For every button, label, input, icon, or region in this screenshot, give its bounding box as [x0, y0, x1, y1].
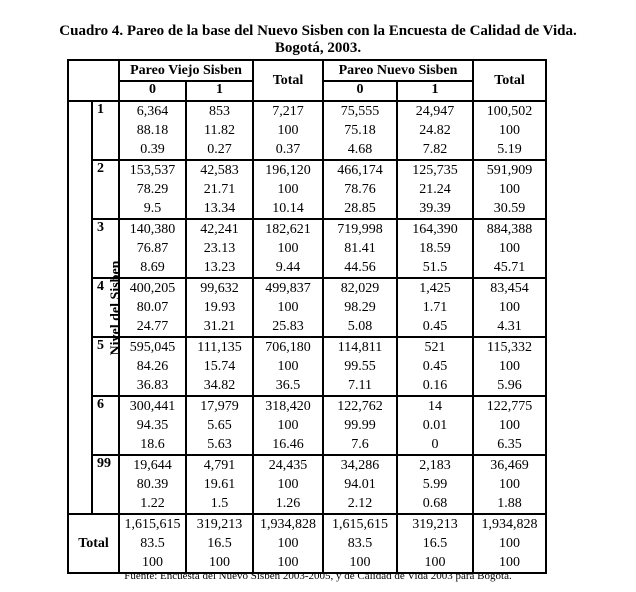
cell-col-pct: 7.11 — [348, 378, 372, 393]
cell-row-pct: 100 — [277, 182, 299, 197]
cell-row-pct: 0.01 — [422, 418, 448, 433]
cell-count: 1,934,828 — [481, 517, 538, 532]
cell-count: 521 — [424, 340, 446, 355]
table-row — [68, 396, 546, 455]
cell-viejo-0 — [119, 278, 186, 337]
cell-viejo-1 — [186, 278, 253, 337]
level-label: 3 — [92, 219, 119, 278]
cell-count: 17,979 — [200, 399, 239, 414]
cell-count: 153,537 — [129, 163, 176, 178]
cell-count: 24,947 — [415, 104, 455, 119]
cell-count: 82,029 — [340, 281, 380, 296]
level-label: 5 — [92, 337, 119, 396]
cell-count: 591,909 — [486, 163, 533, 178]
cell-count: 1,615,615 — [124, 517, 181, 532]
cell-row-pct: 16.5 — [207, 536, 232, 551]
cell-row-pct: 100 — [277, 536, 299, 551]
cell-col-pct: 13.23 — [203, 260, 236, 275]
cell-col-pct: 39.39 — [419, 201, 451, 216]
cell-count: 1,934,828 — [260, 517, 316, 532]
cell-col-pct: 36.5 — [275, 378, 301, 393]
cell-col-pct: 100 — [499, 555, 520, 570]
cell-row-pct: 84.26 — [136, 359, 169, 374]
table-row — [68, 278, 546, 337]
cell-viejo-total — [253, 337, 323, 396]
cell-row-pct: 1.71 — [422, 300, 448, 315]
cell-nuevo-0 — [323, 337, 397, 396]
cell-row-pct: 23.13 — [203, 241, 236, 256]
cell-col-pct: 10.14 — [272, 201, 304, 216]
cell-col-pct: 0.27 — [207, 142, 232, 157]
total-viejo-1 — [186, 514, 253, 573]
cell-row-pct: 80.07 — [136, 300, 169, 315]
cell-viejo-1 — [186, 101, 253, 160]
cell-col-pct: 5.63 — [207, 437, 232, 452]
cell-col-pct: 28.85 — [344, 201, 376, 216]
cell-col-pct: 0.45 — [422, 319, 448, 334]
cell-count: 122,775 — [486, 399, 533, 414]
cell-row-pct: 100 — [499, 123, 520, 138]
cell-row-pct: 100 — [277, 359, 299, 374]
cell-col-pct: 100 — [424, 555, 446, 570]
cell-col-pct: 7.82 — [422, 142, 448, 157]
cell-col-pct: 1.22 — [140, 496, 165, 511]
cell-count: 164,390 — [412, 222, 458, 237]
cell-row-pct: 100 — [499, 182, 520, 197]
cell-viejo-0 — [119, 396, 186, 455]
cell-count: 595,045 — [129, 340, 176, 355]
cell-viejo-total — [253, 278, 323, 337]
table-row — [68, 219, 546, 278]
cell-col-pct: 0.37 — [275, 142, 301, 157]
cell-col-pct: 100 — [349, 555, 371, 570]
cell-row-pct: 19.61 — [203, 477, 236, 492]
cell-count: 34,286 — [340, 458, 380, 473]
cell-count: 719,998 — [337, 222, 383, 237]
cell-count: 6,364 — [136, 104, 169, 119]
header-total-viejo: Total — [253, 60, 323, 101]
cell-row-pct: 19.93 — [203, 300, 236, 315]
sisben-table — [67, 59, 547, 574]
cell-col-pct: 24.77 — [136, 319, 169, 334]
cell-col-pct: 1.88 — [497, 496, 522, 511]
cell-nuevo-0 — [323, 278, 397, 337]
cell-col-pct: 44.56 — [344, 260, 376, 275]
cell-count: 83,454 — [490, 281, 529, 296]
cell-col-pct: 16.46 — [272, 437, 304, 452]
cell-viejo-1 — [186, 160, 253, 219]
cell-row-pct: 18.59 — [419, 241, 451, 256]
cell-count: 499,837 — [265, 281, 311, 296]
cell-col-pct: 9.44 — [275, 260, 301, 275]
table-row — [68, 455, 546, 514]
cell-nuevo-1 — [397, 396, 473, 455]
cell-row-pct: 94.35 — [136, 418, 169, 433]
cell-col-pct: 7.6 — [351, 437, 369, 452]
cell-row-pct: 15.74 — [203, 359, 236, 374]
cell-col-pct: 4.68 — [347, 142, 373, 157]
cell-col-pct: 25.83 — [272, 319, 304, 334]
cell-col-pct: 45.71 — [493, 260, 526, 275]
cell-count: 2,183 — [419, 458, 451, 473]
corner-cell — [68, 60, 119, 101]
cell-col-pct: 0 — [431, 437, 439, 452]
subheader-viejo-0: 0 — [119, 81, 186, 101]
cell-count: 1,615,615 — [332, 517, 388, 532]
cell-row-pct: 78.76 — [344, 182, 376, 197]
subheader-nuevo-1: 1 — [397, 81, 473, 101]
total-nuevo-1 — [397, 514, 473, 573]
cell-nuevo-total — [473, 396, 546, 455]
cell-col-pct: 0.68 — [422, 496, 448, 511]
cell-row-pct: 21.24 — [419, 182, 451, 197]
cell-viejo-1 — [186, 219, 253, 278]
cell-col-pct: 8.69 — [140, 260, 165, 275]
cell-count: 196,120 — [265, 163, 311, 178]
table-subtitle: Bogotá, 2003. — [274, 40, 362, 56]
cell-row-pct: 100 — [277, 123, 299, 138]
cell-col-pct: 18.6 — [140, 437, 165, 452]
subheader-viejo-1: 1 — [186, 81, 253, 101]
cell-row-pct: 5.99 — [422, 477, 448, 492]
cell-row-pct: 80.39 — [136, 477, 169, 492]
cell-count: 14 — [428, 399, 442, 414]
level-label: 2 — [92, 160, 119, 219]
cell-row-pct: 24.82 — [419, 123, 451, 138]
cell-count: 140,380 — [129, 222, 176, 237]
cell-col-pct: 1.5 — [210, 496, 229, 511]
total-row-label: Total — [68, 514, 119, 573]
cell-nuevo-0 — [323, 160, 397, 219]
cell-viejo-0 — [119, 219, 186, 278]
cell-count: 7,217 — [272, 104, 304, 119]
cell-nuevo-total — [473, 278, 546, 337]
total-viejo-total — [253, 514, 323, 573]
cell-row-pct: 16.5 — [422, 536, 448, 551]
cell-row-pct: 100 — [499, 300, 520, 315]
cell-row-pct: 83.5 — [347, 536, 373, 551]
cell-row-pct: 83.5 — [140, 536, 165, 551]
cell-count: 122,762 — [337, 399, 383, 414]
cell-viejo-1 — [186, 396, 253, 455]
cell-count: 4,791 — [203, 458, 236, 473]
cell-count: 99,632 — [200, 281, 239, 296]
cell-row-pct: 98.29 — [344, 300, 376, 315]
cell-col-pct: 100 — [142, 555, 163, 570]
cell-nuevo-0 — [323, 101, 397, 160]
cell-col-pct: 36.83 — [136, 378, 169, 393]
cell-count: 319,213 — [196, 517, 243, 532]
header-pareo-viejo: Pareo Viejo Sisben — [119, 60, 253, 81]
header-pareo-nuevo: Pareo Nuevo Sisben — [323, 60, 473, 81]
header-total-nuevo: Total — [473, 60, 546, 101]
cell-col-pct: 5.08 — [347, 319, 373, 334]
cell-viejo-total — [253, 101, 323, 160]
cell-count: 706,180 — [265, 340, 311, 355]
cell-col-pct: 6.35 — [497, 437, 522, 452]
cell-nuevo-1 — [397, 455, 473, 514]
level-label: 1 — [92, 101, 119, 160]
cell-row-pct: 100 — [499, 418, 520, 433]
cell-count: 884,388 — [486, 222, 533, 237]
cell-viejo-1 — [186, 455, 253, 514]
cell-nuevo-1 — [397, 219, 473, 278]
cell-col-pct: 13.34 — [203, 201, 236, 216]
cell-col-pct: 30.59 — [493, 201, 526, 216]
cell-col-pct: 34.82 — [203, 378, 236, 393]
table-title: Cuadro 4. Pareo de la base del Nuevo Sisben con la Encuesta de Calidad de Vida. — [59, 23, 577, 39]
total-row — [68, 514, 546, 573]
row-axis-label-text: Nivel del Sisben — [108, 260, 124, 355]
table-row — [68, 337, 546, 396]
cell-row-pct: 100 — [277, 477, 299, 492]
cell-row-pct: 100 — [277, 418, 299, 433]
cell-col-pct: 5.96 — [497, 378, 522, 393]
level-label: 99 — [92, 455, 119, 514]
cell-count: 319,213 — [412, 517, 458, 532]
cell-row-pct: 0.45 — [422, 359, 448, 374]
total-viejo-0 — [119, 514, 186, 573]
cell-row-pct: 100 — [277, 300, 299, 315]
cell-nuevo-1 — [397, 337, 473, 396]
cell-row-pct: 81.41 — [344, 241, 376, 256]
cell-col-pct: 4.31 — [497, 319, 522, 334]
cell-nuevo-1 — [397, 101, 473, 160]
cell-row-pct: 11.82 — [204, 123, 235, 138]
cell-row-pct: 100 — [499, 477, 520, 492]
table-row — [68, 160, 546, 219]
cell-count: 466,174 — [337, 163, 383, 178]
cell-count: 853 — [209, 104, 230, 119]
cell-count: 125,735 — [412, 163, 458, 178]
cell-count: 24,435 — [268, 458, 308, 473]
cell-nuevo-1 — [397, 278, 473, 337]
cell-count: 19,644 — [133, 458, 172, 473]
cell-nuevo-total — [473, 455, 546, 514]
cell-row-pct: 100 — [277, 241, 299, 256]
cell-count: 111,135 — [197, 340, 242, 355]
level-label: 4 — [92, 278, 119, 337]
cell-count: 114,811 — [337, 340, 383, 355]
cell-nuevo-0 — [323, 219, 397, 278]
cell-col-pct: 100 — [209, 555, 230, 570]
cell-count: 318,420 — [265, 399, 311, 414]
cell-count: 75,555 — [340, 104, 380, 119]
cell-count: 1,425 — [419, 281, 451, 296]
cell-viejo-0 — [119, 337, 186, 396]
cell-count: 300,441 — [129, 399, 176, 414]
cell-row-pct: 100 — [499, 359, 520, 374]
cell-nuevo-total — [473, 101, 546, 160]
cell-col-pct: 31.21 — [203, 319, 236, 334]
cell-nuevo-total — [473, 337, 546, 396]
cell-nuevo-total — [473, 160, 546, 219]
cell-row-pct: 100 — [499, 241, 520, 256]
cell-count: 400,205 — [129, 281, 176, 296]
cell-row-pct: 5.65 — [207, 418, 232, 433]
cell-count: 115,332 — [487, 340, 532, 355]
cell-nuevo-total — [473, 219, 546, 278]
cell-col-pct: 9.5 — [143, 201, 162, 216]
table-row — [68, 101, 546, 160]
cell-col-pct: 1.26 — [275, 496, 301, 511]
cell-col-pct: 51.5 — [422, 260, 448, 275]
cell-count: 182,621 — [265, 222, 311, 237]
cell-viejo-0 — [119, 101, 186, 160]
cell-count: 36,469 — [490, 458, 529, 473]
cell-count: 42,241 — [200, 222, 239, 237]
cell-nuevo-1 — [397, 160, 473, 219]
total-nuevo-total — [473, 514, 546, 573]
cell-row-pct: 94.01 — [344, 477, 376, 492]
cell-count: 42,583 — [200, 163, 239, 178]
cell-viejo-total — [253, 160, 323, 219]
cell-col-pct: 100 — [277, 555, 299, 570]
total-nuevo-0 — [323, 514, 397, 573]
level-label: 6 — [92, 396, 119, 455]
cell-nuevo-0 — [323, 396, 397, 455]
cell-col-pct: 5.19 — [497, 142, 522, 157]
cell-viejo-total — [253, 455, 323, 514]
cell-row-pct: 100 — [499, 536, 520, 551]
cell-viejo-0 — [119, 455, 186, 514]
cell-row-pct: 75.18 — [344, 123, 376, 138]
cell-col-pct: 0.39 — [140, 142, 165, 157]
cell-row-pct: 78.29 — [136, 182, 169, 197]
cell-row-pct: 76.87 — [136, 241, 169, 256]
cell-col-pct: 2.12 — [347, 496, 373, 511]
cell-row-pct: 21.71 — [203, 182, 236, 197]
cell-viejo-1 — [186, 337, 253, 396]
cell-row-pct: 88.18 — [136, 123, 169, 138]
source-footnote: Fuente: Encuesta del Nuevo Sisben 2003-2005, y de Calidad de Vida 2003 para Bogotá. — [124, 570, 512, 582]
cell-row-pct: 99.55 — [344, 359, 376, 374]
cell-nuevo-0 — [323, 455, 397, 514]
cell-viejo-total — [253, 396, 323, 455]
cell-col-pct: 0.16 — [422, 378, 448, 393]
cell-viejo-0 — [119, 160, 186, 219]
cell-count: 100,502 — [486, 104, 533, 119]
subheader-nuevo-0: 0 — [323, 81, 397, 101]
cell-row-pct: 99.99 — [344, 418, 376, 433]
cell-viejo-total — [253, 219, 323, 278]
